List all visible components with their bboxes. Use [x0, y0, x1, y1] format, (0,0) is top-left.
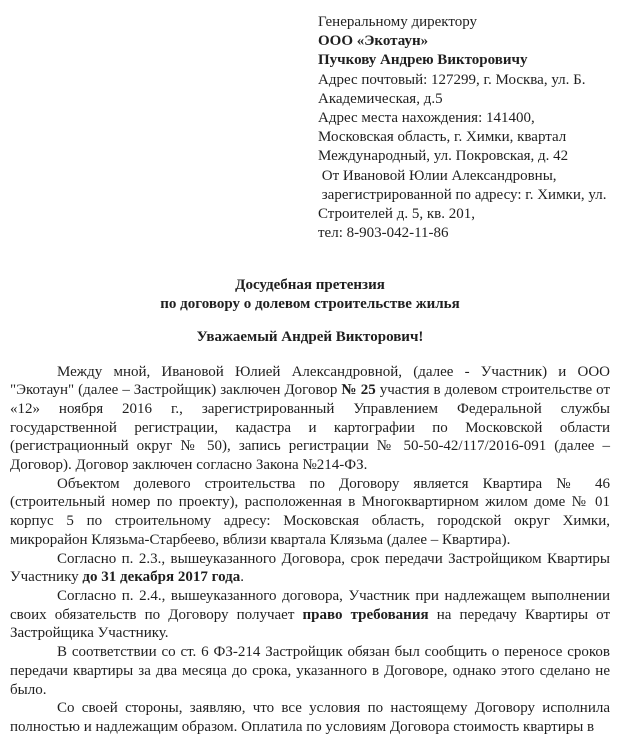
paragraph: [10, 363, 610, 475]
title-line-2: по договору о долевом строительстве жилья: [160, 296, 460, 313]
recipient-line: зарегистрированной по адресу: г. Химки, ул. Строителей д. 5, кв. 201,: [318, 186, 611, 223]
paragraph: [10, 550, 610, 587]
recipient-line: Пучкову Андрею Викторовичу: [318, 52, 528, 69]
salutation: Уважаемый Андрей Викторович!: [196, 328, 424, 345]
title-line-1: Досудебная претензия: [235, 277, 385, 294]
text-run: Объектом долевого строительства по Договору является Квартира № 46 (строительный номер по проекту), расположенная в Многоквартирном жилом доме № 01 корпус 5 по строительному адресу: Московская область, городской округ Химки, микрорайон Клязьма-Старбеево, вблизи квартала Клязьма (далее – Квартира).: [10, 475, 610, 548]
body-paragraphs: [10, 363, 610, 737]
recipient-line: Адрес почтовый: 127299, г. Москва, ул. Б. Академическая, д.5: [318, 71, 590, 107]
document-title: [10, 276, 610, 313]
paragraph: [10, 475, 610, 550]
text-run: Со своей стороны, заявляю, что все условия по настоящему Договору исполнила полностью и надлежащим образом. Оплатила по условиям Договора стоимость квартиры в: [10, 700, 610, 735]
recipient-line: От Ивановой Юлии Александровны,: [318, 167, 557, 184]
paragraph: [10, 587, 610, 643]
paragraph: [10, 643, 610, 699]
text-run: Согласно п. 2.3., вышеуказанного Договора, срок передачи Застройщиком Квартиры Участнику: [10, 550, 610, 586]
text-run: на передачу Квартиры от Застройщика Участнику.: [10, 606, 610, 642]
text-run: участия в долевом строительстве от «12» ноября 2016 г., зарегистрированный Управлением Федеральной службы государственной регистрации, кадастра и картографии по Московской области (регистрационный округ № 50), запись регистрации № 50-50-42/117/2016-091 (далее – Договор). Договор заключен согласно Закона №214-ФЗ.: [10, 382, 611, 474]
recipient-line: ООО «Экотаун»: [318, 33, 429, 50]
text-run: Между мной, Ивановой Юлией Александровной, (далее - Участник) и ООО "Экотаун" (далее – Застройщик) заключен Договор: [10, 363, 610, 399]
recipient-line: Адрес места нахождения: 141400, Московская область, г. Химки, квартал Международный, ул. Покровская, д. 42: [318, 110, 571, 165]
paragraph: [10, 699, 610, 736]
text-run: .: [240, 569, 244, 586]
bold-text-run: право требования: [302, 606, 429, 623]
recipient-block: [318, 13, 610, 243]
recipient-line: Генеральному директору: [318, 14, 478, 30]
bold-text-run: № 25: [341, 382, 376, 399]
recipient-line: тел: 8-903-042-11-86: [318, 225, 449, 242]
bold-text-run: до 31 декабря 2017 года: [82, 569, 241, 586]
text-run: Согласно п. 2.4., вышеуказанного договора, Участник при надлежащем выполнении своих обязательств по Договору получает: [10, 587, 610, 623]
text-run: В соответствии со ст. 6 ФЗ-214 Застройщик обязан был сообщить о переносе сроков передачи квартиры за два месяца до срока, указанного в Договоре, однако этого сделано не было.: [10, 644, 610, 698]
